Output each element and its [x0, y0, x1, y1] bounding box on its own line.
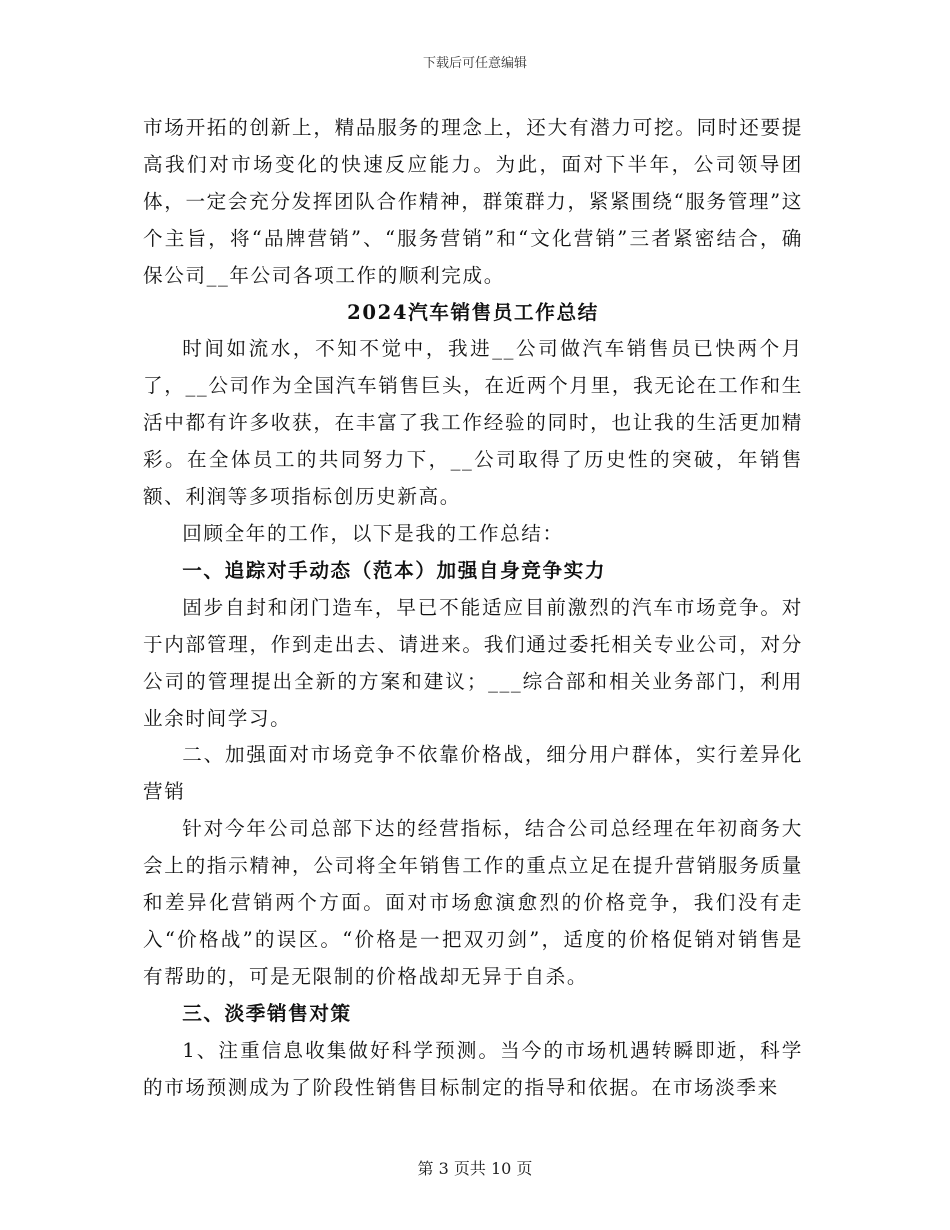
paragraph-review: 回顾全年的工作，以下是我的工作总结： [182, 521, 564, 545]
section-heading-3: 三、淡季销售对策 [182, 1001, 352, 1025]
document-title: 2024汽车销售员工作总结 [347, 300, 599, 324]
paragraph-section-1: 固步自封和闭门造车，早已不能适应目前激烈的汽车市场竞争。对于内部管理，作到走出去、请进来。我们通过委托相关专业公司，对分公司的管理提出全新的方案和建议；___综合部和相关业务部门，利用业余时间学习。 [143, 595, 803, 730]
paragraph-section-2: 针对今年公司总部下达的经营指标，结合公司总经理在年初商务大会上的指示精神，公司将全年销售工作的重点立足在提升营销服务质量和差异化营销两个方面。面对市场愈演愈烈的价格竞争，我们没有走入“价格战”的误区。“价格是一把双刃剑”，适度的价格促销对销售是有帮助的，可是无限制的价格战却无异于自杀。 [143, 817, 803, 988]
section-heading-2: 二、加强面对市场竞争不依靠价格战，细分用户群体，实行差异化营销 [143, 743, 803, 804]
page-number: 第 3 页共 10 页 [417, 1159, 533, 1178]
paragraph-intro: 时间如流水，不知不觉中，我进__公司做汽车销售员已快两个月了，__公司作为全国汽车销售巨头，在近两个月里，我无论在工作和生活中都有许多收获，在丰富了我工作经验的同时，也让我的生活更加精彩。在全体员工的共同努力下，__公司取得了历史性的突破，年销售额、利润等多项指标创历史新高。 [143, 337, 803, 509]
paragraph-continuation: 市场开拓的创新上，精品服务的理念上，还大有潜力可挖。同时还要提高我们对市场变化的快速反应能力。为此，面对下半年，公司领导团体，一定会充分发挥团队合作精神，群策群力，紧紧围绕“服务管理”这个主旨，将“品牌营销”、“服务营销”和“文化营销”三者紧密结合，确保公司__年公司各项工作的顺利完成。 [143, 116, 803, 287]
paragraph-section-3: 1、注重信息收集做好科学预测。当今的市场机遇转瞬即逝，科学的市场预测成为了阶段性销售目标制定的指导和依据。在市场淡季来 [143, 1038, 803, 1099]
header-note: 下载后可任意编辑 [422, 56, 527, 71]
section-heading-1: 一、追踪对手动态（范本）加强自身竞争实力 [182, 558, 607, 582]
document-body [143, 110, 803, 1106]
